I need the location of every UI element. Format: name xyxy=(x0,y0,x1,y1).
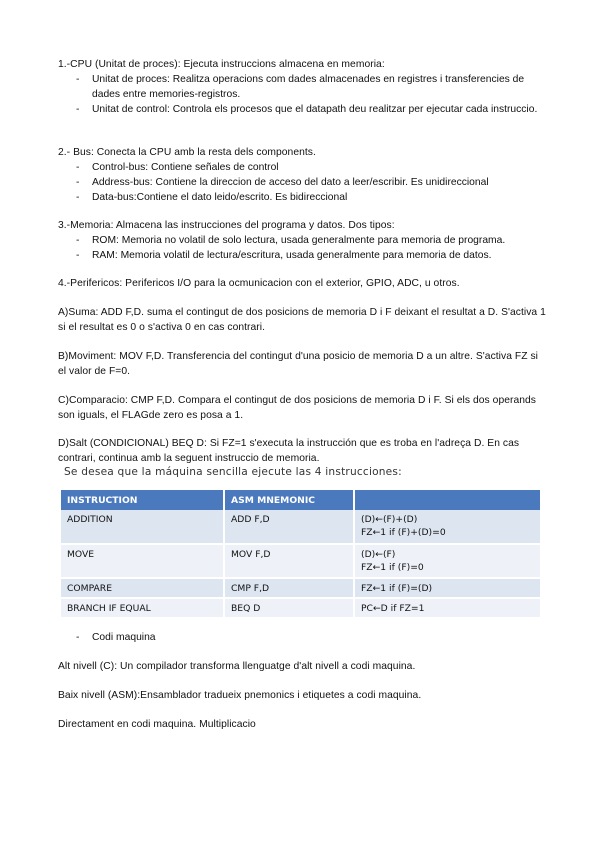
bus-item-address-text: Address-bus: Contiene la direccion de acceso del dato a leer/escribir. Es unidireccional xyxy=(92,177,489,188)
bullet-dash: - xyxy=(76,192,80,203)
bullet-dash: - xyxy=(76,162,80,173)
bus-item-address xyxy=(76,175,548,190)
instruction-cell: ADDITION xyxy=(61,510,224,544)
effect-line: (D)←(F) xyxy=(361,549,396,560)
perifericos-paragraph: 4.-Perifericos: Perifericos I/O para la ocmunicacion con el exterior, GPIO, ADC, u otros. xyxy=(58,278,460,289)
memoria-item-ram-text: RAM: Memoria volatil de lectura/escritura, usada generalmente para memoria de datos. xyxy=(92,250,492,261)
cpu-item-control xyxy=(76,102,548,117)
memoria-heading: 3.-Memoria: Almacena las instrucciones del programa y datos. Dos tipos: xyxy=(58,220,395,231)
table-header-row xyxy=(61,490,541,510)
alt-nivell-paragraph: Alt nivell (C): Un compilador transforma llenguatge d'alt nivell a codi maquina. xyxy=(58,661,416,672)
directament-paragraph: Directament en codi maquina. Multiplicacio xyxy=(58,719,256,730)
instruction-cell: BRANCH IF EQUAL xyxy=(61,598,224,618)
cpu-item-proces-text: Unitat de proces: Realitza operacions com dades almacenades en registres i transferencies de dades entre memories-registros. xyxy=(92,74,525,100)
moviment-paragraph: B)Moviment: MOV F,D. Transferencia del contingut d'una posicio de memoria D a un altre. S'activa FZ si el valor de F=0. xyxy=(58,351,539,377)
effect-cell xyxy=(354,598,541,618)
bullet-dash: - xyxy=(76,632,80,643)
table-row xyxy=(61,544,541,578)
effect-cell xyxy=(354,544,541,578)
memoria-item-rom-text: ROM: Memoria no volatil de solo lectura, usada generalmente para memoria de programa. xyxy=(92,235,506,246)
bullet-dash: - xyxy=(76,235,80,246)
table-caption: Se desea que la máquina sencilla ejecute las 4 instrucciones: xyxy=(64,466,402,478)
cpu-item-control-text: Unitat de control: Controla els procesos que el datapath deu realitzar per ejecutar cada instruccio. xyxy=(92,104,538,115)
comparacio-paragraph: C)Comparacio: CMP F,D. Compara el contingut de dos posicions de memoria D i F. Si els dos operands son iguals, el FLAGde zero es posa a 1. xyxy=(58,395,537,421)
mnemonic-cell: ADD F,D xyxy=(224,510,354,544)
effect-cell xyxy=(354,578,541,598)
memoria-item-rom xyxy=(76,233,548,248)
effect-cell xyxy=(354,510,541,544)
cpu-heading: 1.-CPU (Unitat de proces): Ejecuta instruccions almacena en memoria: xyxy=(58,59,385,70)
bus-item-data xyxy=(76,190,548,205)
instruction-cell: MOVE xyxy=(61,544,224,578)
bullet-dash: - xyxy=(76,177,80,188)
mnemonic-cell: MOV F,D xyxy=(224,544,354,578)
effect-line: PC←D if FZ=1 xyxy=(361,603,425,614)
instruction-table xyxy=(61,490,542,619)
bullet-dash: - xyxy=(76,250,80,261)
header-instruction: INSTRUCTION xyxy=(61,490,224,510)
effect-line: FZ←1 if (F)=(D) xyxy=(361,583,433,594)
cpu-item-proces xyxy=(76,72,548,102)
instruction-cell: COMPARE xyxy=(61,578,224,598)
bus-item-control xyxy=(76,160,548,175)
table-row xyxy=(61,598,541,618)
memoria-item-ram xyxy=(76,248,548,263)
header-effect xyxy=(354,490,541,510)
effect-line: FZ←1 if (F)=0 xyxy=(361,562,424,573)
codi-maquina-item xyxy=(76,630,548,645)
effect-line: FZ←1 if (F)+(D)=0 xyxy=(361,527,446,538)
suma-paragraph: A)Suma: ADD F,D. suma el contingut de dos posicions de memoria D i F deixant el resultat a D. S'activa 1 si el resultat es 0 o s'activa 0 en cas contrari. xyxy=(58,307,546,333)
codi-maquina-text: Codi maquina xyxy=(92,632,156,643)
bus-heading: 2.- Bus: Conecta la CPU amb la resta dels components. xyxy=(58,147,316,158)
effect-line: (D)←(F)+(D) xyxy=(361,514,418,525)
bus-item-data-text: Data-bus:Contiene el dato leido/escrito. Es bidireccional xyxy=(92,192,348,203)
header-asm-mnemonic: ASM MNEMONIC xyxy=(224,490,354,510)
mnemonic-cell: CMP F,D xyxy=(224,578,354,598)
bullet-dash: - xyxy=(76,74,80,85)
table-row xyxy=(61,578,541,598)
baix-nivell-paragraph: Baix nivell (ASM):Ensamblador tradueix pnemonics i etiquetes a codi maquina. xyxy=(58,690,422,701)
bullet-dash: - xyxy=(76,104,80,115)
salt-paragraph: D)Salt (CONDICIONAL) BEQ D: Si FZ=1 s'executa la instrucción que es troba en l'adreça D. En cas contrari, continua amb la seguent instruccio de memoria. xyxy=(58,438,520,464)
bus-item-control-text: Control-bus: Contiene señales de control xyxy=(92,162,279,173)
table-row xyxy=(61,510,541,544)
mnemonic-cell: BEQ D xyxy=(224,598,354,618)
